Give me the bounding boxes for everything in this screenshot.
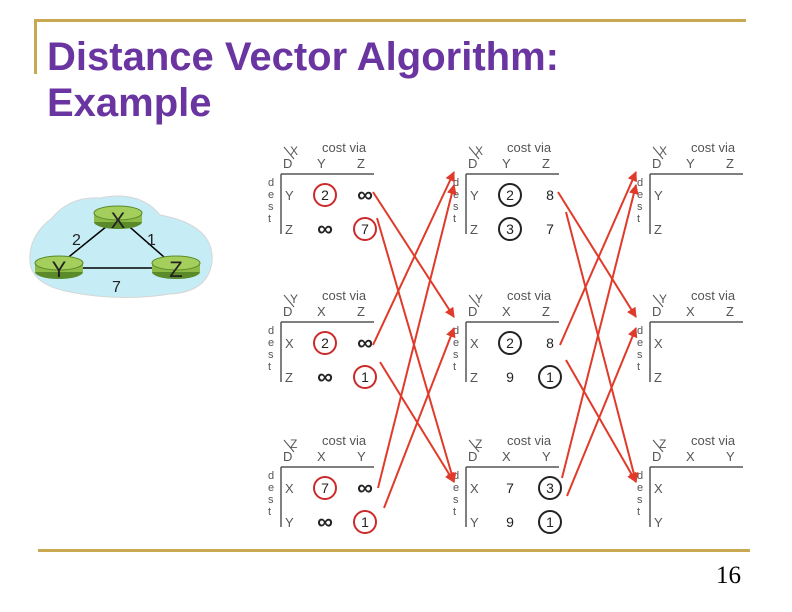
table-cell: 2 <box>506 335 514 351</box>
table-via-header: Y <box>357 449 366 464</box>
link-cost-y-z: 1 <box>147 232 156 249</box>
table-cell: 1 <box>546 514 554 530</box>
table-via-header: Y <box>502 156 511 171</box>
table-via-header: Y <box>726 449 735 464</box>
table-dest-letter: t <box>453 213 457 225</box>
table-cell: 8 <box>546 187 554 203</box>
table-via-header: Z <box>357 304 365 319</box>
table-via-header: Y <box>317 156 326 171</box>
table-via-header: X <box>317 304 326 319</box>
routing-table-y-1 <box>268 288 376 389</box>
table-dest-letter: e <box>453 189 460 201</box>
routing-table-y-2 <box>453 288 561 388</box>
table-dest-label: Y <box>470 515 479 530</box>
table-dest-letter: s <box>453 201 459 213</box>
table-node-label: X <box>659 144 668 158</box>
table-cell: ∞ <box>317 509 333 534</box>
table-dest-letter: d <box>453 470 460 482</box>
routing-table-z-3 <box>637 433 743 530</box>
table-cost-via-label: cost via <box>507 140 552 155</box>
table-dest-label: Z <box>470 370 478 385</box>
table-cost-via-label: cost via <box>507 433 552 448</box>
table-dest-letter: t <box>268 506 272 518</box>
routing-table-x-2 <box>453 140 559 240</box>
table-d-label: D <box>468 156 478 171</box>
page-number: 16 <box>716 562 741 589</box>
table-node-label: Y <box>290 292 299 306</box>
table-via-header: X <box>502 449 511 464</box>
table-dest-letter: t <box>637 361 641 373</box>
table-dest-letter: d <box>637 177 644 189</box>
node-label-z: Z <box>169 257 183 282</box>
table-dest-letter: e <box>268 189 275 201</box>
table-via-header: Z <box>726 156 734 171</box>
table-cost-via-label: cost via <box>691 433 736 448</box>
table-cell: 2 <box>506 187 514 203</box>
table-dest-label: X <box>285 336 294 351</box>
arrow-x1-to-y2 <box>373 192 457 317</box>
table-dest-label: Z <box>654 222 662 237</box>
table-dest-letter: e <box>268 482 275 494</box>
routing-table-x-3 <box>637 140 743 237</box>
table-dest-letter: d <box>268 177 275 189</box>
table-d-label: D <box>652 304 662 319</box>
table-dest-letter: s <box>268 201 274 213</box>
table-dest-letter: e <box>453 482 460 494</box>
table-d-label: D <box>283 156 293 171</box>
table-via-header: X <box>686 304 695 319</box>
table-cell: 7 <box>361 221 369 237</box>
table-cell: ∞ <box>357 182 373 207</box>
table-node-label: X <box>475 144 484 158</box>
table-dest-label: Y <box>654 188 663 203</box>
table-cell: 8 <box>546 335 554 351</box>
table-dest-letter: d <box>268 470 275 482</box>
table-cell: 1 <box>361 369 369 385</box>
table-cost-via-label: cost via <box>322 288 367 303</box>
table-cell: ∞ <box>357 475 373 500</box>
table-dest-letter: t <box>268 361 272 373</box>
arrow-y1-to-x2 <box>373 172 457 345</box>
table-cost-via-label: cost via <box>507 288 552 303</box>
table-via-header: Z <box>542 304 550 319</box>
table-cost-via-label: cost via <box>322 433 367 448</box>
table-dest-letter: d <box>637 325 644 337</box>
table-via-header: X <box>502 304 511 319</box>
table-via-header: X <box>317 449 326 464</box>
table-dest-letter: s <box>268 494 274 506</box>
table-dest-label: X <box>654 336 663 351</box>
node-label-y: Y <box>51 257 67 282</box>
table-cell: ∞ <box>357 330 373 355</box>
table-node-label: Z <box>475 437 483 451</box>
routing-table-x-1 <box>268 140 376 241</box>
table-node-label: Y <box>659 292 668 306</box>
arrow-z2-to-x3 <box>562 185 636 478</box>
routing-tables <box>268 140 743 534</box>
table-dest-letter: d <box>637 470 644 482</box>
table-dest-letter: d <box>268 325 275 337</box>
table-cost-via-label: cost via <box>691 288 736 303</box>
table-cell: 7 <box>506 480 514 496</box>
table-cell: 9 <box>506 369 514 385</box>
table-dest-letter: d <box>453 325 460 337</box>
table-via-header: Z <box>357 156 365 171</box>
table-cell: ∞ <box>317 216 333 241</box>
table-cell: 3 <box>546 480 554 496</box>
table-dest-letter: e <box>637 337 644 349</box>
table-via-header: Z <box>726 304 734 319</box>
title-line-1: Distance Vector Algorithm: <box>47 35 559 79</box>
routing-table-y-3 <box>637 288 743 385</box>
arrow-x2-to-y3 <box>558 192 636 317</box>
table-via-header: Z <box>542 156 550 171</box>
arrow-z2-to-y3 <box>567 328 636 496</box>
table-dest-letter: s <box>453 349 459 361</box>
table-d-label: D <box>652 156 662 171</box>
topology-diagram <box>30 196 212 297</box>
table-dest-letter: t <box>637 506 641 518</box>
table-dest-label: Z <box>285 222 293 237</box>
table-dest-label: X <box>654 481 663 496</box>
table-dest-label: Z <box>654 370 662 385</box>
table-dest-letter: s <box>637 201 643 213</box>
table-cell: 3 <box>506 221 514 237</box>
table-dest-letter: t <box>268 213 272 225</box>
table-cell: 2 <box>321 187 329 203</box>
table-dest-letter: s <box>637 349 643 361</box>
table-cell: 2 <box>321 335 329 351</box>
table-cost-via-label: cost via <box>691 140 736 155</box>
table-node-label: X <box>290 144 299 158</box>
table-dest-label: Y <box>470 188 479 203</box>
table-d-label: D <box>283 304 293 319</box>
table-dest-label: Z <box>285 370 293 385</box>
arrow-y2-to-x3 <box>560 172 636 345</box>
table-dest-label: Y <box>285 515 294 530</box>
table-cell: 7 <box>546 221 554 237</box>
table-cell: ∞ <box>317 364 333 389</box>
table-dest-label: Z <box>470 222 478 237</box>
routing-table-z-1 <box>268 433 376 534</box>
table-dest-label: Y <box>285 188 294 203</box>
table-node-label: Y <box>475 292 484 306</box>
table-cell: 9 <box>506 514 514 530</box>
table-dest-label: X <box>470 336 479 351</box>
table-dest-label: Y <box>654 515 663 530</box>
link-cost-x-y: 2 <box>72 232 81 249</box>
table-d-label: D <box>468 449 478 464</box>
table-dest-letter: t <box>637 213 641 225</box>
routing-table-z-2 <box>453 433 561 533</box>
table-d-label: D <box>468 304 478 319</box>
table-via-header: X <box>686 449 695 464</box>
table-dest-letter: s <box>637 494 643 506</box>
table-dest-label: X <box>285 481 294 496</box>
table-dest-letter: e <box>637 482 644 494</box>
table-dest-letter: e <box>637 189 644 201</box>
table-cell: 1 <box>361 514 369 530</box>
table-dest-letter: t <box>453 361 457 373</box>
title-line-2: Example <box>47 81 212 125</box>
table-cell: 1 <box>546 369 554 385</box>
table-cost-via-label: cost via <box>322 140 367 155</box>
table-dest-letter: e <box>268 337 275 349</box>
link-cost-x-z: 7 <box>112 279 121 296</box>
table-node-label: Z <box>659 437 667 451</box>
table-via-header: Y <box>542 449 551 464</box>
table-via-header: Y <box>686 156 695 171</box>
table-dest-label: X <box>470 481 479 496</box>
table-cell: 7 <box>321 480 329 496</box>
arrow-z1-to-y2 <box>384 328 457 508</box>
table-dest-letter: t <box>453 506 457 518</box>
table-dest-letter: e <box>453 337 460 349</box>
table-dest-letter: s <box>453 494 459 506</box>
table-dest-letter: d <box>453 177 460 189</box>
table-d-label: D <box>283 449 293 464</box>
table-dest-letter: s <box>268 349 274 361</box>
node-label-x: X <box>110 208 126 233</box>
table-node-label: Z <box>290 437 298 451</box>
table-d-label: D <box>652 449 662 464</box>
